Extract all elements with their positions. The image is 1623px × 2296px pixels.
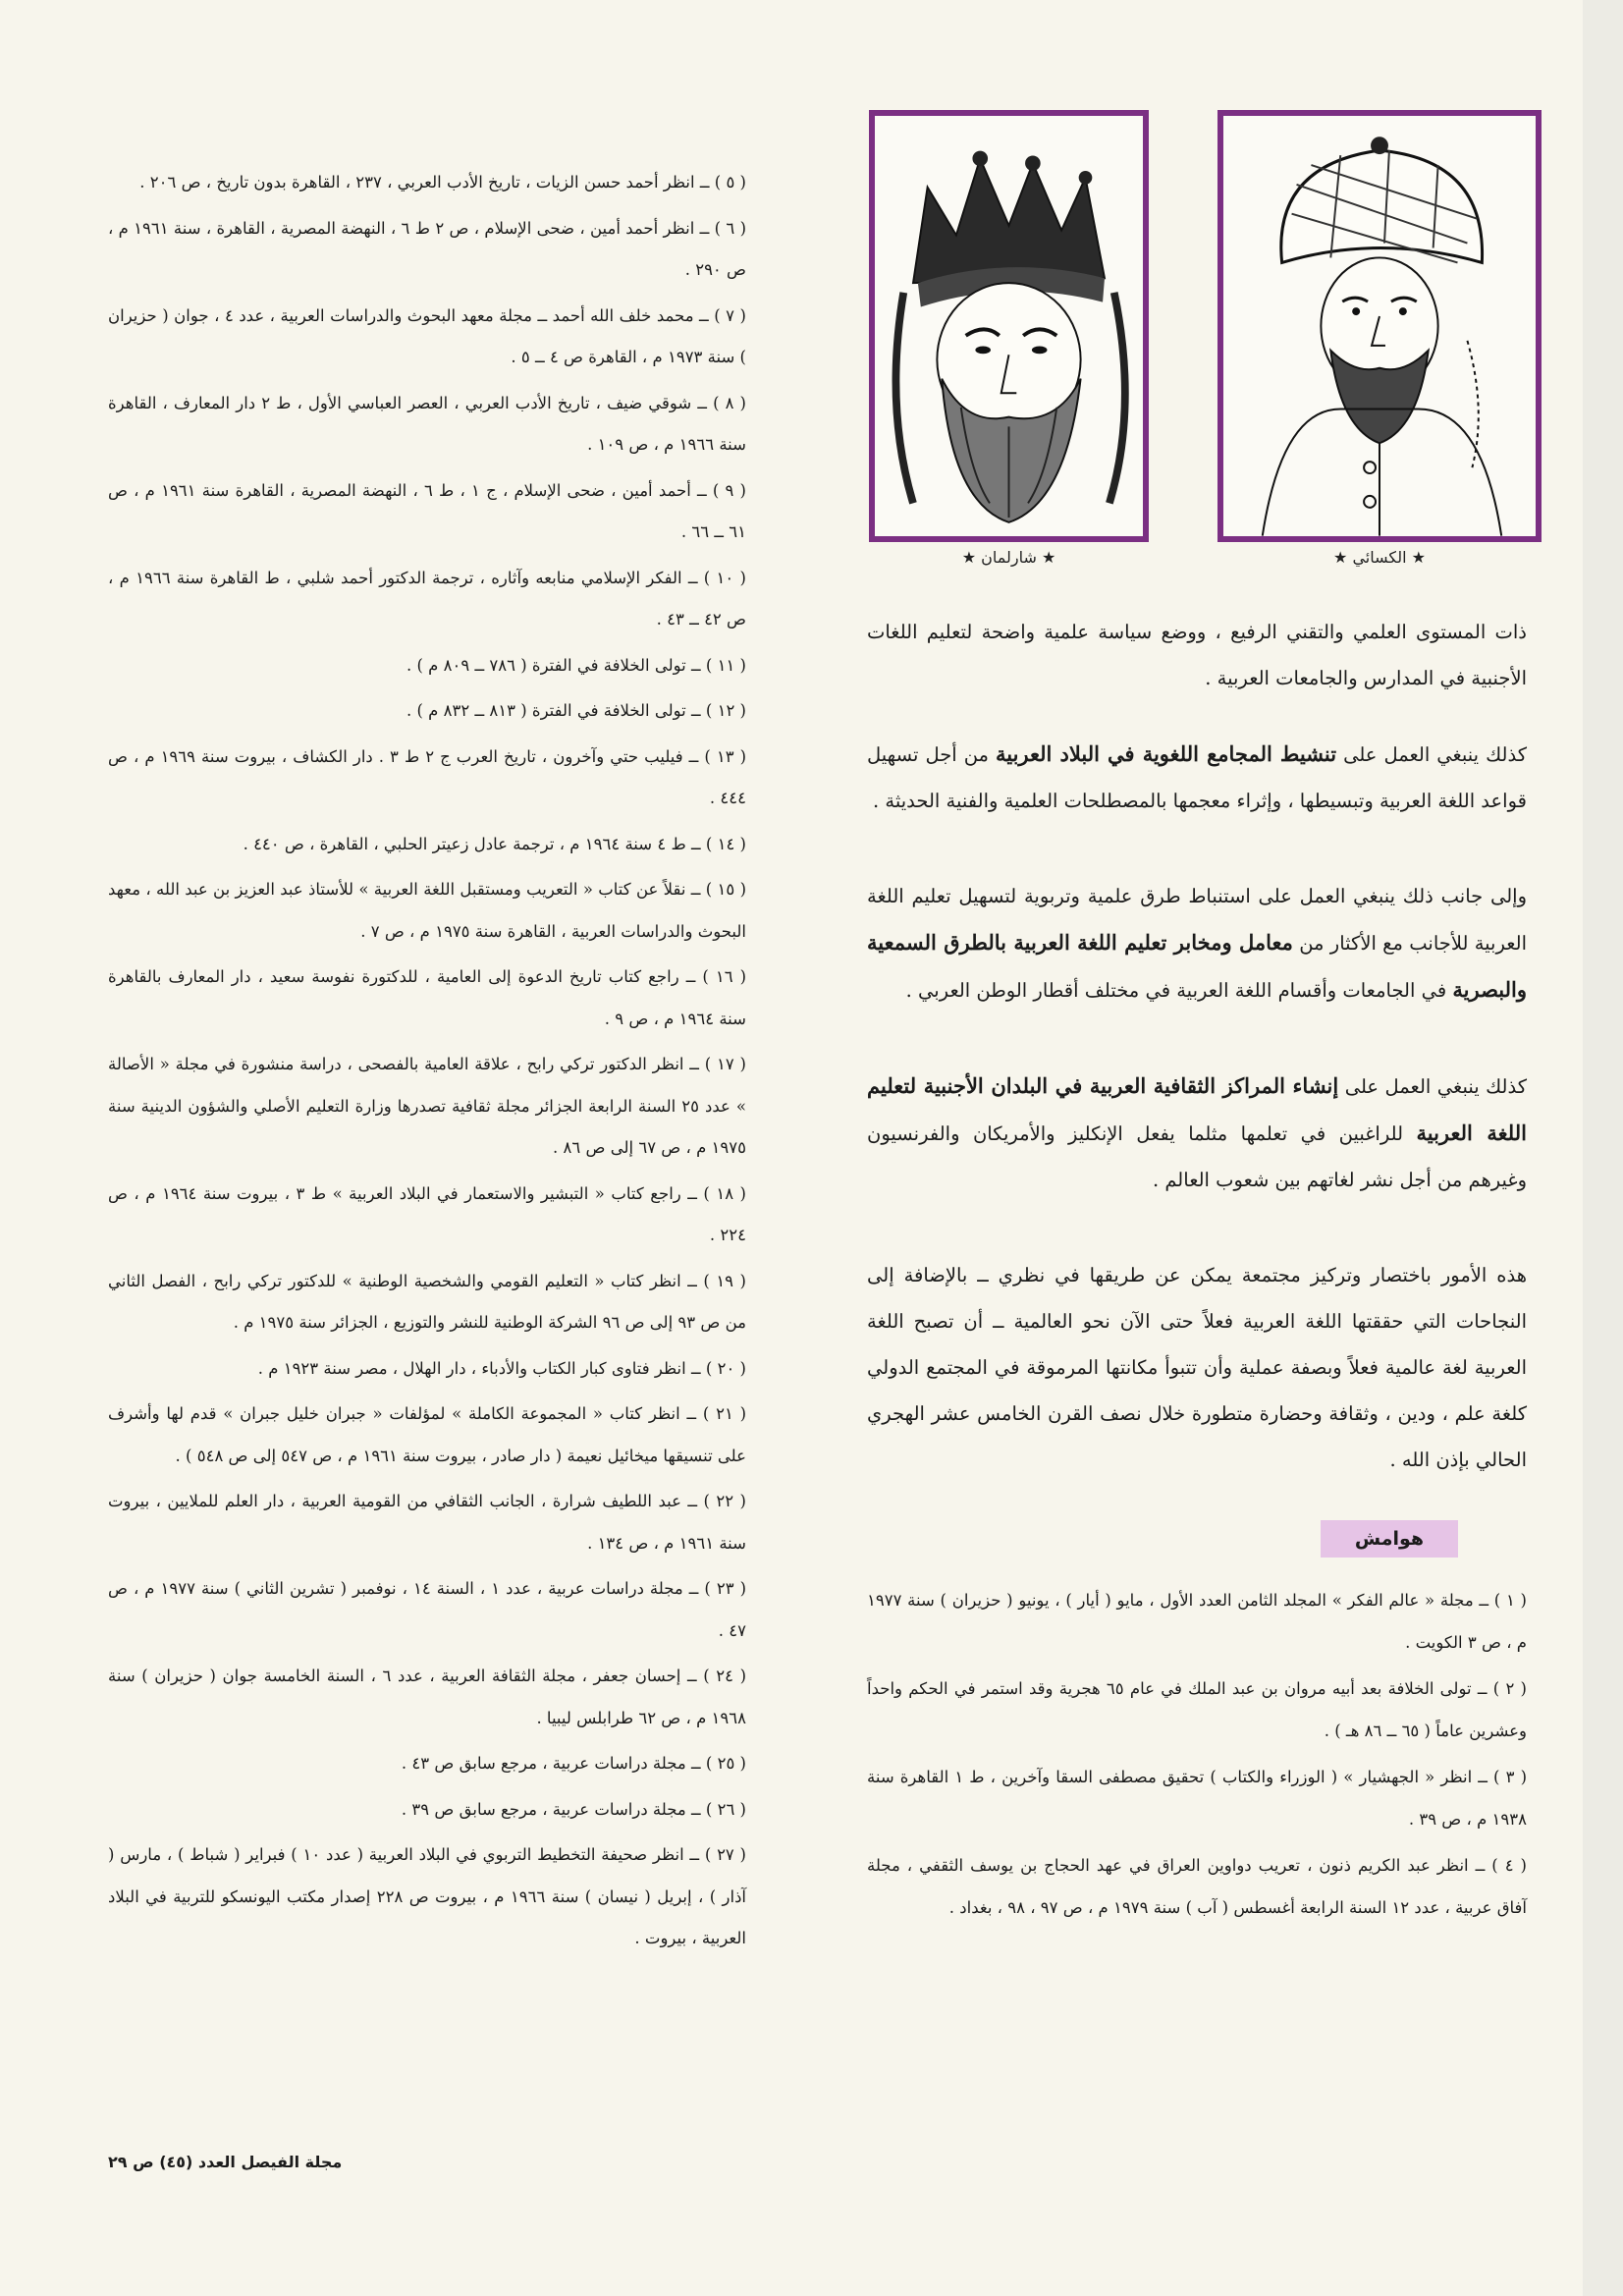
footnote: ( ١٢ ) ــ تولى الخلافة في الفترة ( ٨١٣ ــ ٨٣٢ م ) .: [406, 701, 746, 720]
charlemagne-illustration: [875, 116, 1143, 536]
footnote: ( ٢٥ ) ــ مجلة دراسات عربية ، مرجع سابق ص ٤٣ .: [401, 1754, 746, 1773]
body-paragraph-4: كذلك ينبغي العمل على إنشاء المراكز الثقافية العربية في البلدان الأجنبية لتعليم اللغة العربية للراغبين في تعلمها مثلما يفعل الإنكليز والأمريكان والفرنسيون وغيرهم من أجل نشر لغاتهم بين شعوب العالم .: [867, 1073, 1527, 1191]
footnote: ( ٢٠ ) ــ انظر فتاوى كبار الكتاب والأدباء ، دار الهلال ، مصر سنة ١٩٢٣ م .: [257, 1358, 746, 1378]
footnote: ( ٧ ) ــ محمد خلف الله أحمد ــ مجلة معهد البحوث والدراسات العربية ، عدد ٤ ، جوان ( حزيران ) سنة ١٩٧٣ م ، القاهرة ص ٤ ــ ٥ .: [108, 305, 746, 366]
footnote: ( ٦ ) ــ انظر أحمد أمين ، ضحى الإسلام ، ص ٢ ط ٦ ، النهضة المصرية ، القاهرة ، سنة ١٩٦١ م ، ص ٢٩٠ .: [108, 218, 747, 279]
page-edge: [1583, 0, 1623, 2296]
footnote: ( ١٥ ) ــ نقلاً عن كتاب « التعريب ومستقبل اللغة العربية » للأستاذ عبد العزيز بن عبد الله ، معهد البحوث والدراسات العربية ، القاهرة سنة ١٩٧٥ م ، ص ٧ .: [108, 880, 747, 941]
footnote: ( ٢٦ ) ــ مجلة دراسات عربية ، مرجع سابق ص ٣٩ .: [401, 1799, 746, 1819]
charlemagne-portrait: [869, 110, 1149, 542]
right-column: [867, 609, 1527, 1933]
footnote: ( ٢ ) ــ تولى الخلافة بعد أبيه مروان بن عبد الملك في عام ٦٥ هجرية وقد استمر في الحكم واحداً وعشرين عاماً ( ٦٥ ــ ٨٦ هـ ) .: [867, 1679, 1527, 1740]
footnote: ( ١٩ ) ــ انظر كتاب « التعليم القومي والشخصية الوطنية » للدكتور تركي رابح ، الفصل الثاني من ص ٩٣ إلى ص ٩٦ الشركة الوطنية للنشر والتوزيع ، الجزائر سنة ١٩٧٥ م .: [108, 1271, 746, 1332]
notes-title: هوامش: [1321, 1520, 1458, 1558]
body-paragraph-5: هذه الأمور باختصار وتركيز مجتمعة يمكن عن طريقها في نظري ــ بالإضافة إلى النجاحات التي حققتها اللغة العربية فعلاً حتى الآن نحو العالمية ــ أن تصبح اللغة العربية لغة عالمية فعلاً وبصفة عملية وأن تتبوأ مكانتها المرموقة في المجتمع الدولي كلغة علم ، ودين ، وثقافة وحضارة متطورة خلال نصف القرن الخامس عشر الهجري الحالي بإذن الله .: [867, 1264, 1527, 1471]
footnote: ( ١٧ ) ــ انظر الدكتور تركي رابح ، علاقة العامية بالفصحى ، دراسة منشورة في مجلة « الأصالة » عدد ٢٥ السنة الرابعة الجزائر مجلة ثقافية تصدرها وزارة التعليم الأصلي والشؤون الدينية سنة ١٩٧٥ م ، ص ٦٧ إلى ص ٨٦ .: [108, 1055, 746, 1157]
footnote: ( ١ ) ــ مجلة « عالم الفكر » المجلد الثامن العدد الأول ، مايو ( أيار ) ، يونيو ( حزيران ) سنة ١٩٧٧ م ، ص ٣ الكويت .: [867, 1591, 1527, 1652]
highlight-2: معامل ومخابر تعليم اللغة العربية بالطرق السمعية والبصرية: [867, 930, 1527, 1002]
footnote: ( ٥ ) ــ انظر أحمد حسن الزيات ، تاريخ الأدب العربي ، ٢٣٧ ، القاهرة بدون تاريخ ، ص ٢٠٦ .: [139, 173, 746, 191]
footnote: ( ١٣ ) ــ فيليب حتي وآخرون ، تاريخ العرب ج ٢ ط ٣ . دار الكشاف ، بيروت سنة ١٩٦٩ م ، ص ٤٤٤ .: [108, 746, 747, 807]
footnote: ( ١٨ ) ــ راجع كتاب « التبشير والاستعمار في البلاد العربية » ط ٣ ، بيروت سنة ١٩٦٤ م ، ص ٢٢٤ .: [108, 1183, 746, 1244]
footnote: ( ٢٤ ) ــ إحسان جعفر ، مجلة الثقافة العربية ، عدد ٦ ، السنة الخامسة جوان ( حزيران ) سنة ١٩٦٨ م ، ص ٦٢ طرابلس ليبيا .: [108, 1667, 747, 1727]
body-paragraph-2: كذلك ينبغي العمل على تنشيط المجامع اللغوية في البلاد العربية من أجل تسهيل قواعد اللغة العربية وتبسيطها ، وإثراء معجمها بالمصطلحات العلمية والفنية الحديثة .: [867, 741, 1527, 812]
footnote: ( ١٦ ) ــ راجع كتاب تاريخ الدعوة إلى العامية ، للدكتورة نفوسة سعيد ، دار المعارف بالقاهرة سنة ١٩٦٤ م ، ص ٩ .: [108, 967, 747, 1028]
footnote: ( ٩ ) ــ أحمد أمين ، ضحى الإسلام ، ج ١ ، ط ٦ ، النهضة المصرية ، القاهرة سنة ١٩٦١ م ، ص ٦١ ــ ٦٦ .: [108, 480, 746, 541]
footnote: ( ٢٢ ) ــ عبد اللطيف شرارة ، الجانب الثقافي من القومية العربية ، دار العلم للملايين ، بيروت سنة ١٩٦١ م ، ص ١٣٤ .: [108, 1492, 746, 1553]
kisai-caption: ★ الكسائي ★: [1333, 548, 1426, 567]
highlight-1: تنشيط المجامع اللغوية في البلاد العربية: [995, 741, 1337, 766]
kisai-portrait: [1217, 110, 1542, 542]
kisai-illustration: [1223, 116, 1536, 536]
footnote: ( ٢٣ ) ــ مجلة دراسات عربية ، عدد ١ ، السنة ١٤ ، نوفمبر ( تشرين الثاني ) سنة ١٩٧٧ م ، ص ٤٧ .: [108, 1579, 747, 1640]
highlight-3: إنشاء المراكز الثقافية العربية في البلدان الأجنبية لتعليم اللغة العربية: [867, 1073, 1527, 1145]
footnote: ( ١٠ ) ــ الفكر الإسلامي منابعه وآثاره ، ترجمة الدكتور أحمد شلبي ، ط القاهرة سنة ١٩٦٦ م ، ص ٤٢ ــ ٤٣ .: [108, 568, 746, 629]
footnote: ( ٢١ ) ــ انظر كتاب « المجموعة الكاملة » لمؤلفات « جبران خليل جبران » قدم لها وأشرف على تنسيقها ميخائيل نعيمة ( دار صادر ، بيروت سنة ١٩٦١ م ، ص ٥٤٧ إلى ص ٥٤٨ ) .: [108, 1404, 747, 1465]
body-paragraph-3: وإلى جانب ذلك ينبغي العمل على استنباط طرق علمية وتربوية لتسهيل تعليم اللغة العربية للأجانب مع الأكثار من معامل ومخابر تعليم اللغة العربية بالطرق السمعية والبصرية في الجامعات وأقسام اللغة العربية في مختلف أقطار الوطن العربي .: [867, 885, 1527, 1002]
charlemagne-caption: ★ شارلمان ★: [961, 548, 1056, 567]
footnote: ( ٤ ) ــ انظر عبد الكريم ذنون ، تعريب دواوين العراق في عهد الحجاج بن يوسف الثقفي ، مجلة آفاق عربية ، عدد ١٢ السنة الرابعة أغسطس ( آب ) سنة ١٩٧٩ م ، ص ٩٧ ، ٩٨ ، بغداد .: [867, 1856, 1527, 1917]
footnote: ( ١١ ) ــ تولى الخلافة في الفترة ( ٧٨٦ ــ ٨٠٩ م ) .: [406, 655, 746, 675]
footnote: ( ٨ ) ــ شوقي ضيف ، تاريخ الأدب العربي ، العصر العباسي الأول ، ط ٢ دار المعارف ، القاهرة سنة ١٩٦٦ م ، ص ١٠٩ .: [108, 393, 746, 454]
footnote: ( ٣ ) ــ انظر « الجهشيار » ( الوزراء والكتاب ) تحقيق مصطفى السقا وآخرين ، ط ١ القاهرة سنة ١٩٣٨ م ، ص ٣٩ .: [867, 1768, 1528, 1829]
footnote: ( ٢٧ ) ــ انظر صحيفة التخطيط التربوي في البلاد العربية ( عدد ١٠ ) فبراير ( شباط ) ، مارس ( آذار ) ، إبريل ( نيسان ) سنة ١٩٦٦ م ، بيروت ص ٢٢٨ إصدار مكتب اليونسكو للتربية في البلاد العربية ، بيروت .: [108, 1845, 746, 1947]
body-paragraph-1: ذات المستوى العلمي والتقني الرفيع ، ووضع سياسة علمية واضحة لتعليم اللغات الأجنبية في المدارس والجامعات العربية .: [867, 621, 1527, 689]
left-column-footnotes: [108, 162, 746, 1964]
footnote: ( ١٤ ) ــ ط ٤ سنة ١٩٦٤ م ، ترجمة عادل زعيتر الحلبي ، القاهرة ، ص ٤٤٠ .: [243, 834, 746, 853]
page-footer: مجلة الفيصل العدد (٤٥) ص ٢٩: [108, 2153, 343, 2171]
